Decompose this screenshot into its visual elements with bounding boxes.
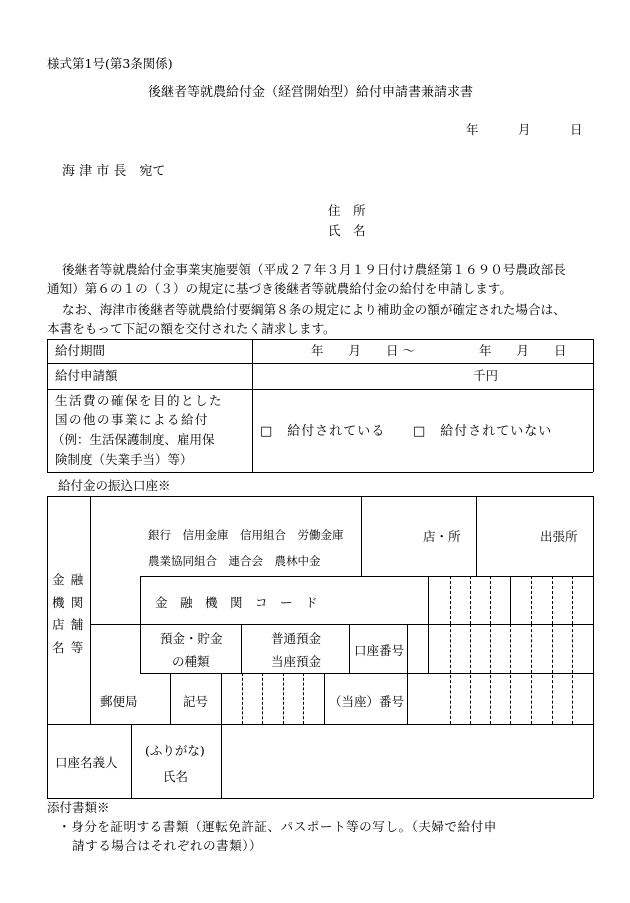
option-benefit-not-received[interactable]: □ 給付されていない	[413, 424, 553, 439]
furigana-label: (ふりがな)	[145, 743, 205, 758]
amount-label: 給付申請額	[55, 368, 118, 383]
period-start[interactable]: 年 月 日 ～	[311, 343, 415, 358]
form-number: 様式第1号(第3条関係)	[47, 56, 173, 71]
other-benefit-label-1: 生活費の確保を目的とした	[55, 393, 224, 408]
holder-name-label: 氏名	[163, 769, 189, 784]
other-benefit-label-3: （例：生活保護制度、雇用保	[52, 432, 215, 447]
paragraph-2-line-2: 本書をもって下記の額を交付されたく請求します。	[47, 321, 336, 336]
document-title: 後継者等就農給付金（経営開始型）給付申請書兼請求書	[148, 85, 474, 100]
option-benefit-received[interactable]: □ 給付されている	[260, 424, 386, 439]
address-label: 住 所	[328, 203, 366, 218]
name-label: 氏 名	[328, 223, 366, 238]
other-benefit-label-4: 険制度（失業手当）等）	[55, 452, 193, 467]
paragraph-2-line-1: なお、海津市後継者等就農給付要綱第８条の規定により補助金の額が確定された場合は、	[62, 302, 566, 317]
attachment-line-2: 請する場合はそれぞれの書類））	[72, 838, 263, 853]
current-number-label: （当座）番号	[329, 694, 405, 709]
date-year-label: 年	[466, 122, 479, 137]
sub-branch-label: 出張所	[540, 529, 578, 544]
institution-code-label: 金 融 機 関 コ ー ド	[155, 595, 318, 610]
bank-types-line-2[interactable]: 農業協同組合 連合会 農林中金	[148, 554, 321, 568]
period-end[interactable]: 年 月 日	[479, 343, 567, 358]
branch-label: 店・所	[423, 529, 461, 544]
financial-institution-label: 金 融 機 関 店 舗 名 等	[52, 572, 84, 655]
bank-section-title: 給付金の振込口座※	[58, 478, 171, 493]
deposit-option-ordinary[interactable]: 普通預金	[271, 631, 322, 646]
date-day-label: 日	[570, 122, 583, 137]
addressee: 海 津 市 長 宛て	[62, 164, 166, 179]
paragraph-1-line-1: 後継者等就農給付金事業実施要領（平成２７年３月１９日付け農経第１６９０号農政部長	[62, 262, 566, 277]
deposit-type-label-1: 預金・貯金	[160, 631, 223, 646]
attachment-line-1: ・身分を証明する書類（運転免許証、パスポート等の写し。（夫婦で給付申	[58, 819, 497, 834]
attachments-title: 添付書類※	[47, 800, 110, 815]
date-month-label: 月	[518, 122, 531, 137]
other-benefit-label-2: 国の他の事業による給付	[55, 412, 210, 427]
period-label: 給付期間	[55, 343, 106, 358]
account-number-label: 口座番号	[354, 643, 405, 658]
symbol-label: 記号	[183, 694, 209, 709]
post-office-label: 郵便局	[100, 694, 138, 709]
deposit-option-current[interactable]: 当座預金	[271, 654, 322, 669]
deposit-type-label-2: の種類	[172, 654, 210, 669]
account-holder-label: 口座名義人	[55, 755, 118, 770]
amount-unit[interactable]: 千円	[473, 368, 499, 383]
paragraph-1-line-2: 通知）第６の１の（３）の規定に基づき後継者等就農給付金の給付を申請します。	[47, 281, 512, 296]
bank-types-line-1[interactable]: 銀行 信用金庫 信用組合 労働金庫	[148, 528, 344, 542]
